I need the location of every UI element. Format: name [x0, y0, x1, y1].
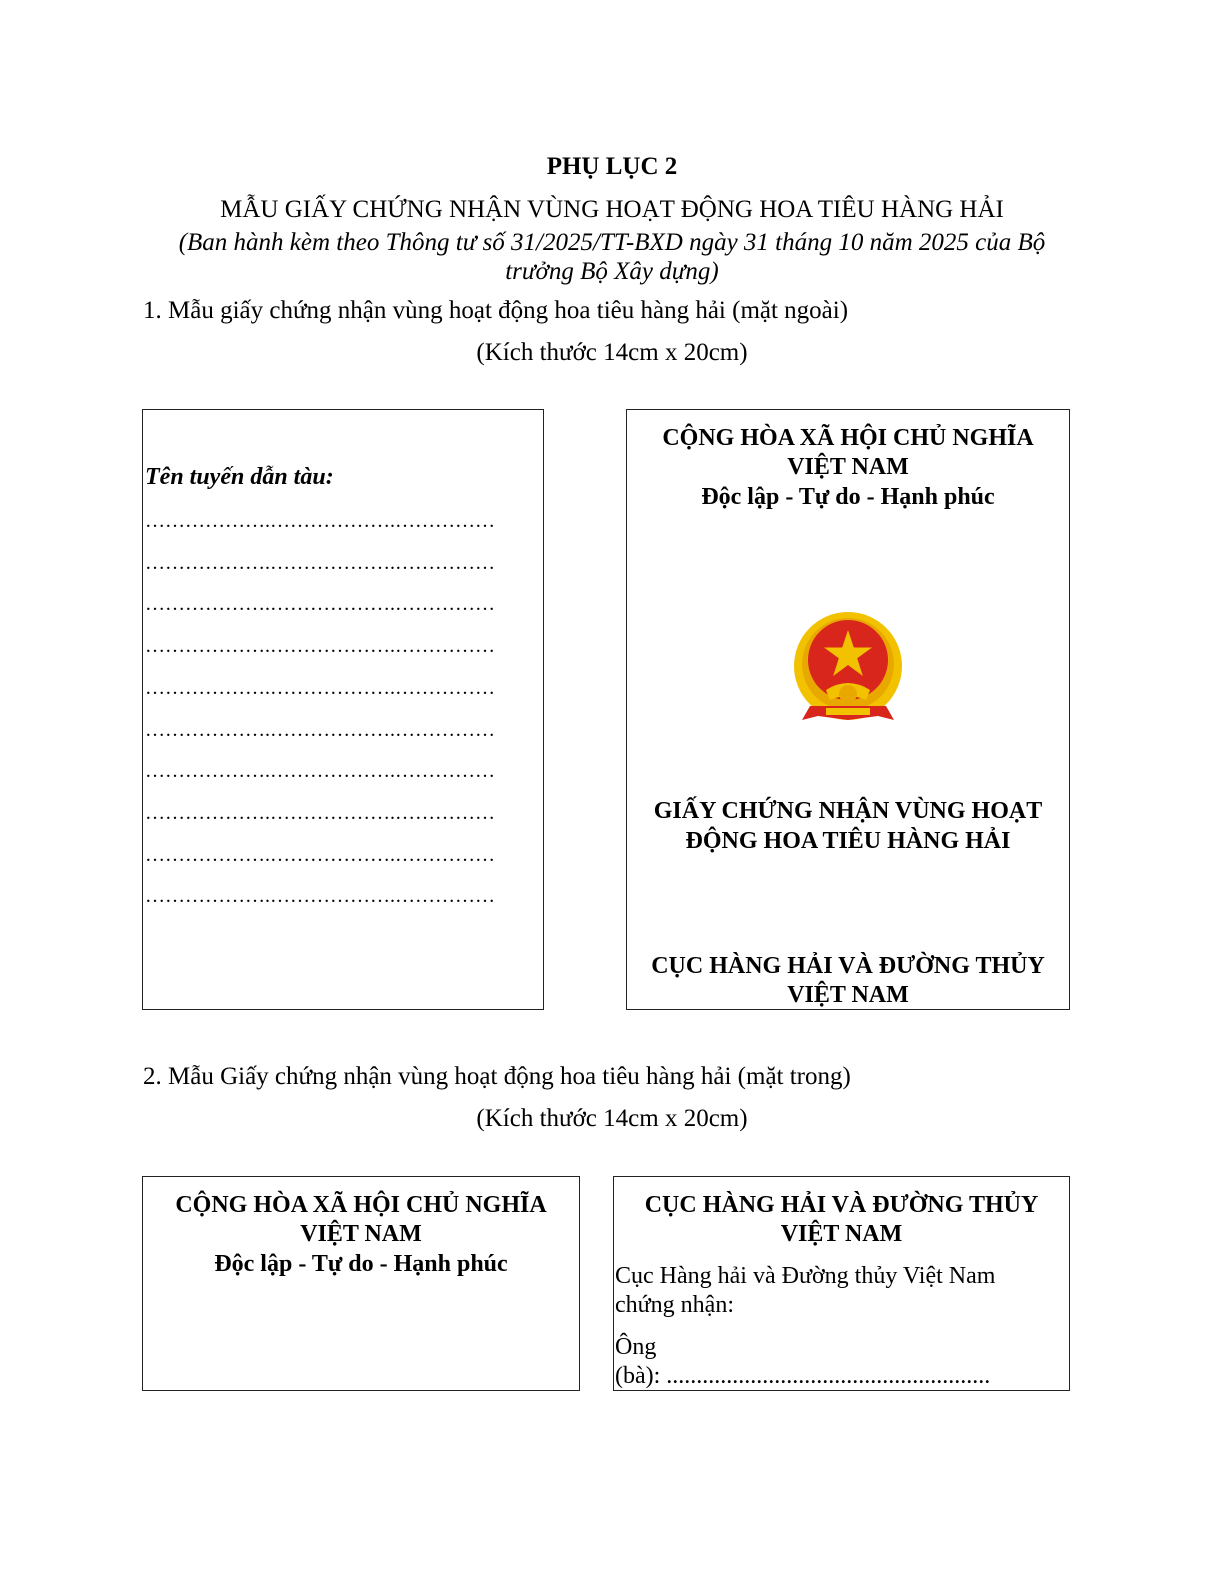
inner-national-name-line1: CỘNG HÒA XÃ HỘI CHỦ NGHĨA	[175, 1192, 547, 1218]
route-dotted-line: ……………….……………….……………	[145, 676, 495, 699]
national-name-line2: VIỆT NAM	[787, 454, 909, 480]
motto: Độc lập - Tự do - Hạnh phúc	[701, 484, 995, 510]
route-dotted-line: ……………….……………….……………	[145, 510, 495, 532]
form-title: MẪU GIẤY CHỨNG NHẬN VÙNG HOẠT ĐỘNG HOA TIÊU HÀNG HẢI	[220, 196, 1004, 223]
doc-title-line2: ĐỘNG HOA TIÊU HÀNG HẢI	[685, 828, 1011, 854]
section1-heading: 1. Mẫu giấy chứng nhận vùng hoạt động hoa tiêu hàng hải (mặt ngoài)	[143, 297, 849, 324]
route-dotted-line: ……………….……………….……………	[145, 718, 495, 741]
section1-size: (Kích thước 14cm x 20cm)	[476, 339, 748, 366]
section2-heading: 2. Mẫu Giấy chứng nhận vùng hoạt động hoa tiêu hàng hải (mặt trong)	[143, 1063, 851, 1090]
inner-left-box	[142, 1176, 580, 1391]
national-emblem-icon	[792, 610, 904, 728]
appendix-title: PHỤ LỤC 2	[546, 153, 678, 180]
route-box	[142, 409, 544, 1010]
certification-line2: chứng nhận:	[615, 1292, 734, 1318]
route-label: Tên tuyến dẫn tàu:	[145, 464, 334, 490]
national-name-line1: CỘNG HÒA XÃ HỘI CHỦ NGHĨA	[662, 425, 1034, 451]
route-dotted-line: ……………….……………….……………	[145, 593, 495, 616]
section2-size: (Kích thước 14cm x 20cm)	[476, 1105, 748, 1132]
route-dotted-line: ……………….……………….……………	[145, 760, 495, 783]
route-dotted-line: ……………….……………….……………	[145, 551, 495, 574]
inner-motto: Độc lập - Tự do - Hạnh phúc	[214, 1251, 508, 1277]
route-dotted-line: ……………….……………….……………	[145, 801, 495, 824]
doc-title-line1: GIẤY CHỨNG NHẬN VÙNG HOẠT	[653, 798, 1043, 824]
issuance-note	[140, 228, 1084, 286]
issuance-note-line1: (Ban hành kèm theo Thông tư số 31/2025/TT-BXD ngày 31 tháng 10 năm 2025 của Bộ	[178, 229, 1046, 256]
holder-name-label: Ông	[615, 1334, 657, 1360]
inner-right-box	[613, 1176, 1070, 1391]
issuance-note-line2: trưởng Bộ Xây dựng)	[505, 258, 719, 285]
holder-name-field: (bà): ......................................................	[615, 1363, 991, 1389]
inner-agency-line1: CỤC HÀNG HẢI VÀ ĐƯỜNG THỦY	[644, 1192, 1039, 1218]
certification-line1: Cục Hàng hải và Đường thủy Việt Nam	[615, 1263, 996, 1289]
cover-box	[626, 409, 1070, 1010]
inner-agency-line2: VIỆT NAM	[780, 1221, 903, 1247]
agency-line1: CỤC HÀNG HẢI VÀ ĐƯỜNG THỦY	[651, 953, 1045, 979]
route-dotted-line: ……………….……………….……………	[145, 635, 495, 658]
agency-line2: VIỆT NAM	[787, 982, 909, 1008]
route-dotted-line: ……………….……………….……………	[145, 843, 495, 866]
route-dotted-line: ……………….……………….……………	[145, 885, 495, 908]
inner-national-name-line2: VIỆT NAM	[300, 1221, 422, 1247]
